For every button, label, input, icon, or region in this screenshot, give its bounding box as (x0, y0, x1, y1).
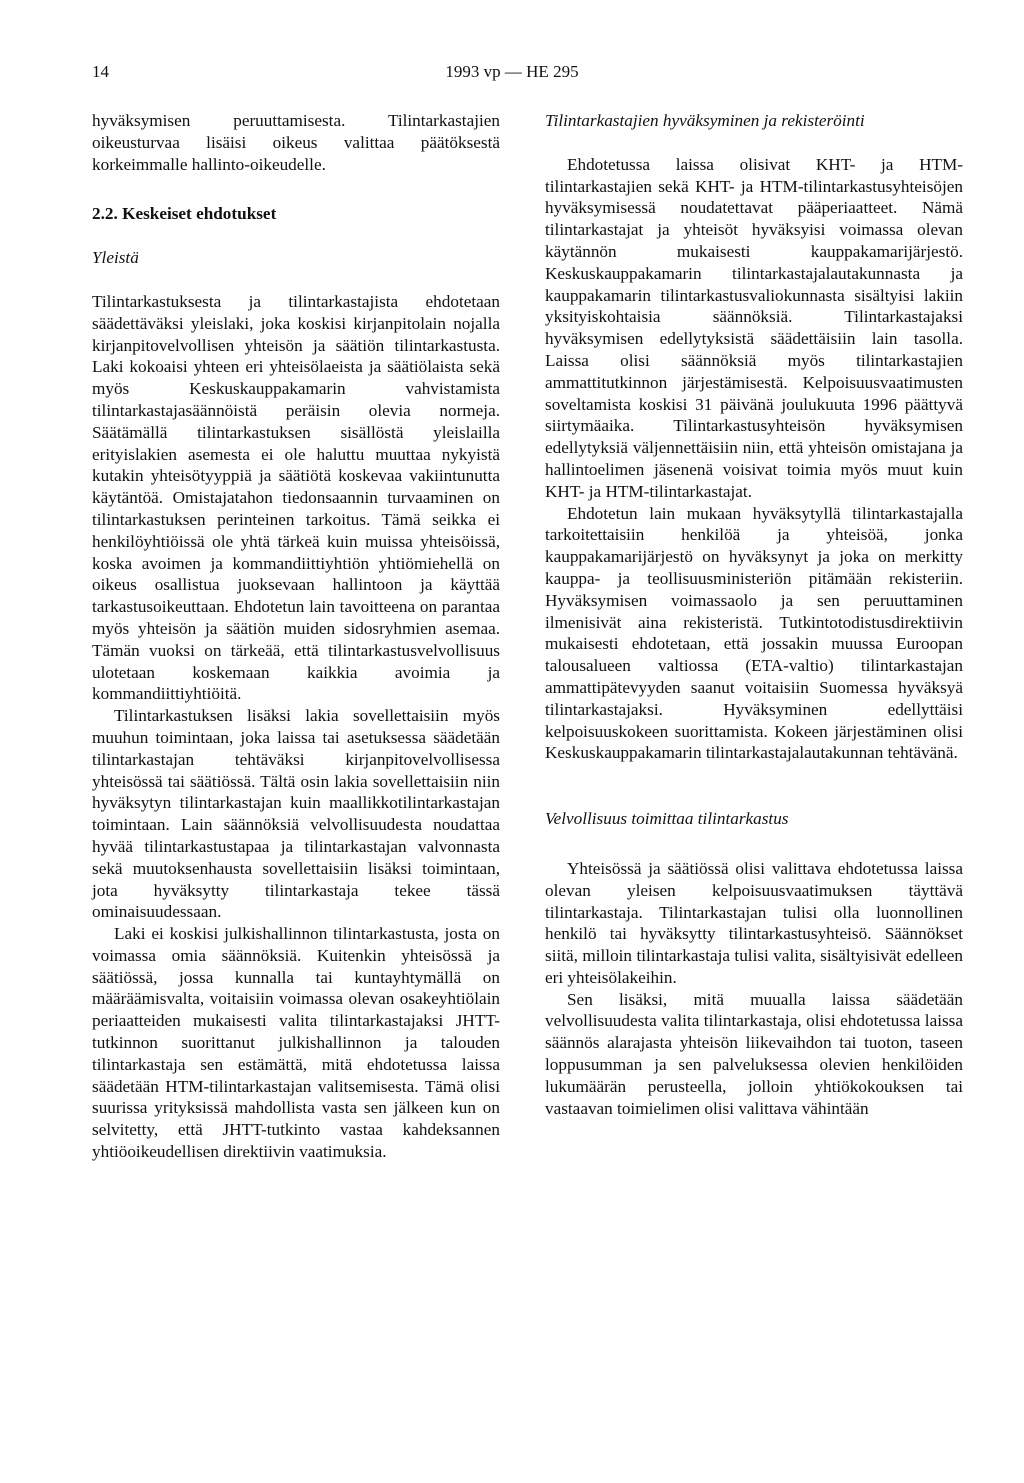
paragraph: Tilintarkastuksen lisäksi lakia sovellettaisiin myös muuhun toimintaan, joka laissa tai asetuksessa säädetään tilintarkastajan tehtäväksi kirjanpitovelvollisessa yhteisössä tai säätiössä. Tältä osin lakia sovellettaisiin niin hyväksytyn tilintarkastajan kuin maallikkotilintarkastajan toimintaan. Lain säännöksiä velvollisuudesta noudattaa hyvää tilintarkastustapaa ja tilintarkastajan valvonnasta sekä muutoksenhausta sovellettaisiin lisäksi toimintaan, jota hyväksytty tilintarkastaja tekee tässä ominaisuudessaan. (92, 706, 500, 922)
section-heading: 2.2. Keskeiset ehdotukset (92, 204, 277, 224)
paragraph: Tilintarkastuksesta ja tilintarkastajista ehdotetaan säädettäväksi yleislaki, joka koskisi kirjanpitolain nojalla kirjanpitovelvollisen yhteisön ja säätiön tilintarkastusta. Laki kokoaisi yhteen eri yhteisölaeista ja säätiölaista sekä myös Keskuskauppakamarin vahvistamista tilintarkastajasäännöistä peräisin olevia normeja. Säätämällä tilintarkastuksen sisällöstä yleislailla erityislakien asemesta ei ole haluttu muuttaa nykyistä kutakin yhteisötyyppiä ja säätiötä koskevaa vakiintunutta käytäntöä. Omistajatahon tiedonsaannin turvaaminen on tilintarkastuksen perinteinen tarkoitus. Tämä seikka ei henkilöyhtiöissä ole yhtä tärkeä kuin muissa yhteisöissä, koska avoimen ja kommandiittiyhtiön yhtiömiehellä on oikeus osallistua juoksevaan hallintoon ja käyttää tarkastusoikeuttaan. Ehdotetun lain tavoitteena on parantaa myös yhteisön ja säätiön muiden sidosryhmien asemaa. Tämän vuoksi on tärkeää, että tilintarkastusvelvollisuus ulotetaan koskemaan kaikkia avoimia ja kommandiittiyhtiöitä. (92, 291, 500, 704)
paragraph: Ehdotetun lain mukaan hyväksytyllä tilintarkastajalla tarkoitettaisiin henkilöä ja yhteisöä, jonka kauppakamarijärjestö on hyväksynyt ja joka on merkitty kauppa- ja teollisuusministeriön pitämään rekisteriin. Hyväksymisen voimassaolo ja sen peruuttaminen ilmenisivät aina rekisteristä. Tutkintotodistusdirektiivin mukaisesti ehdotetaan, että jossakin muussa Euroopan talousalueen valtiossa (ETA-valtio) tilintarkastajan ammattipätevyyden saanut voitaisiin Suomessa hyväksyä tilintarkastajaksi. Hyväksyminen edellyttäisi kelpoisuuskokeen suorittamista. Kokeen järjestäminen olisi Keskuskauppakamarin tilintarkastajalautakunnan tehtävänä. (545, 503, 963, 763)
paragraph: Yhteisössä ja säätiössä olisi valittava ehdotetussa laissa olevan yleisen kelpoisuusvaatimuksen täyttävä tilintarkastaja. Tilintarkastajan tulisi olla luonnollinen henkilö tai hyväksytty tilintarkastusyhteisö. Säännökset siitä, milloin tilintarkastaja tulisi valita, sisältyisivät edelleen eri yhteisölakeihin. (545, 858, 963, 987)
subheading-general: Yleistä (92, 248, 139, 268)
left-column (92, 110, 500, 1163)
paragraph: Laki ei koskisi julkishallinnon tilintarkastusta, josta on voimassa omia säännöksiä. Kuitenkin yhteisössä ja säätiössä, jossa kunnalla tai kuntayhtymällä on määräämisvalta, voitaisiin voimassa olevan osakeyhtiölain periaatteiden mukaisesti valita tilintarkastajaksi JHTT-tutkinnon suorittanut julkishallinnon ja talouden tilintarkastaja sen estämättä, mitä ehdotetussa laissa säädetään HTM-tilintarkastajan valitsemisesta. Tämä olisi suurissa yrityksissä mahdollista vasta sen jälkeen kun on selvitetty, että JHTT-tutkinto vastaa kahdeksannen yhtiöoikeudellisen direktiivin vaatimuksia. (92, 924, 500, 1162)
subheading-duty: Velvollisuus toimittaa tilintarkastus (545, 809, 789, 829)
page-number: 14 (92, 62, 109, 81)
right-column (545, 110, 963, 1119)
running-head: 1993 vp — HE 295 (445, 62, 579, 81)
page-header (0, 62, 1024, 86)
intro-paragraph: hyväksymisen peruuttamisesta. Tilintarkastajien oikeusturvaa lisäisi oikeus valittaa päätöksestä korkeimmalle hallinto-oikeudelle. (92, 111, 500, 174)
paragraph: Ehdotetussa laissa olisivat KHT- ja HTM-tilintarkastajien sekä KHT- ja HTM-tilintarkastusyhteisöjen hyväksymisessä noudatettavat pääperiaatteet. Nämä tilintarkastajat ja yhteisöt hyväksyisi voimassa olevan käytännön mukaisesti kauppakamarijärjestö. Keskuskauppakamarin tilintarkastajalautakunnasta ja kauppakamarin tilintarkastusvaliokunnasta sisältyisi lakiin yksityiskohtaisia säännöksiä. Tilintarkastajaksi hyväksymisen edellytyksistä säädettäisiin lain tasolla. Laissa olisi säännöksiä myös tilintarkastajien ammattitutkinnon järjestämisestä. Kelpoisuusvaatimusten soveltamista koskisi 31 päivänä joulukuuta 1996 päättyvä siirtymäaika. Tilintarkastusyhteisön hyväksymisen edellytyksiä väljennettäisiin niin, että yhteisön omistajana ja hallintoelimen jäsenenä voisivat toimia myös muut kuin KHT- ja HTM-tilintarkastajat. (545, 154, 963, 501)
paragraph: Sen lisäksi, mitä muualla laissa säädetään velvollisuudesta valita tilintarkastaja, olisi ehdotetussa laissa säännös alarajasta yhteisön liikevaihdon tai tuoton, taseen loppusumman ja sen palveluksessa olevien henkilöiden lukumäärän perusteella, jolloin yhtiökokouksen tai vastaavan toimielimen olisi valittava vähintään (545, 989, 963, 1118)
subheading-approval: Tilintarkastajien hyväksyminen ja rekisteröinti (545, 111, 865, 130)
